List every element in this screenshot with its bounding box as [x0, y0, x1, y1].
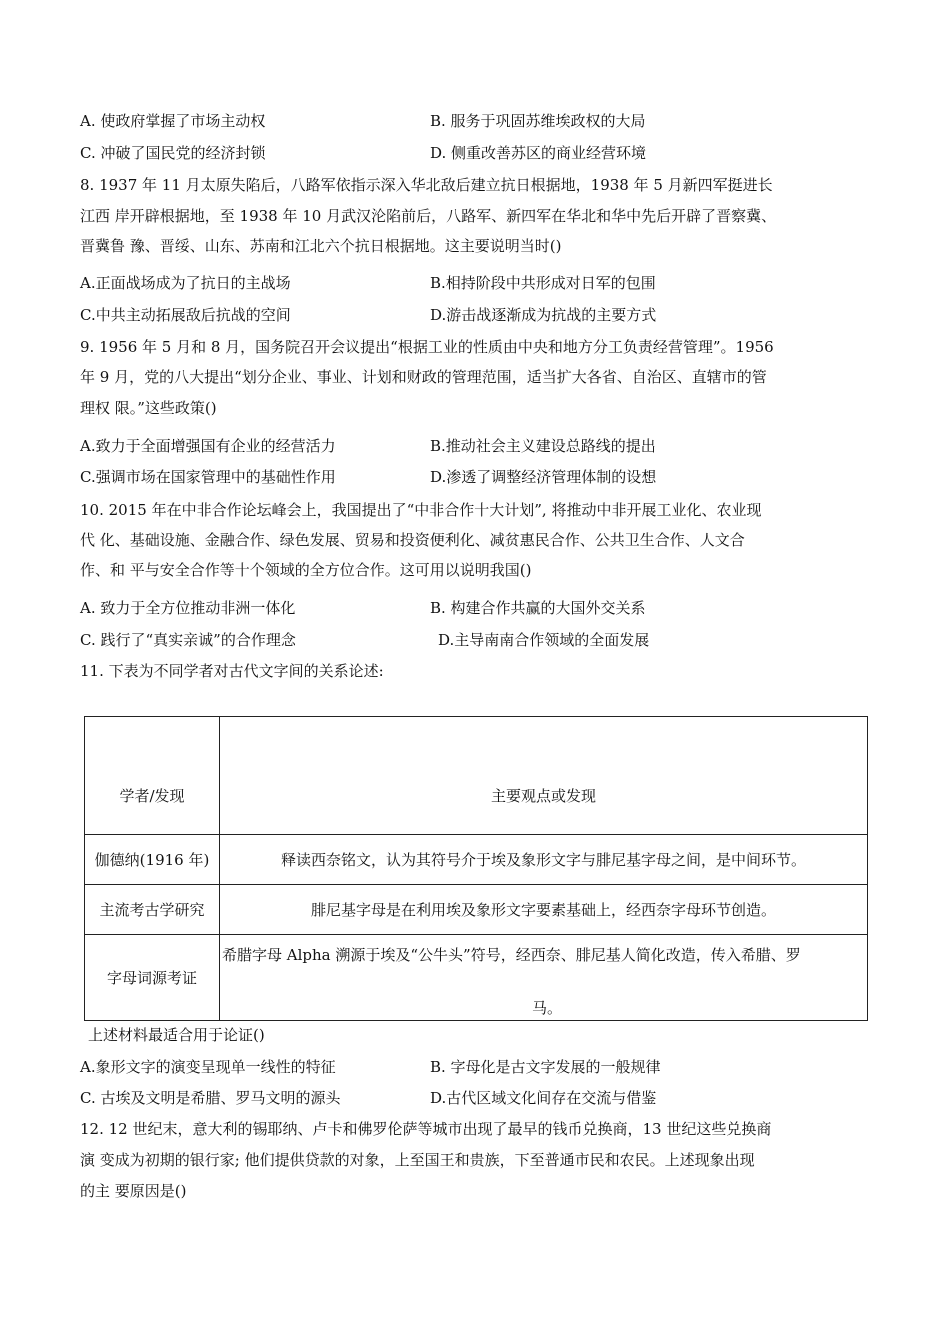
q10-stem-line-3: 作、和 平与安全合作等十个领域的全方位合作。这可用以说明我国() — [80, 561, 532, 579]
q10-option-b[interactable]: B. 构建合作共赢的大国外交关系 — [430, 599, 646, 617]
q12-stem-line-1: 12. 12 世纪末，意大利的锡耶纳、卢卡和佛罗伦萨等城市出现了最早的钱币兑换商，13 世纪这些兑换商 — [80, 1120, 772, 1138]
q10-option-a[interactable]: A. 致力于全方位推动非洲一体化 — [80, 599, 296, 617]
q8-option-b[interactable]: B.相持阶段中共形成对日军的包围 — [430, 274, 656, 292]
q11-question: 上述材料最适合用于论证() — [88, 1026, 265, 1044]
q9-option-b[interactable]: B.推动社会主义建设总路线的提出 — [430, 437, 656, 455]
q11-table — [84, 716, 868, 1021]
q11-option-d[interactable]: D.古代区域文化间存在交流与借鉴 — [430, 1089, 657, 1107]
table-row — [85, 935, 868, 1021]
table-row — [85, 885, 868, 935]
q8-stem-line-3: 晋冀鲁 豫、晋绥、山东、苏南和江北六个抗日根据地。这主要说明当时() — [80, 237, 562, 255]
table-header-cell: 学者/发现 — [85, 717, 220, 835]
q8-option-d[interactable]: D.游击战逐渐成为抗战的主要方式 — [430, 306, 657, 324]
q7-option-c[interactable]: C. 冲破了国民党的经济封锁 — [80, 144, 266, 162]
table-header-cell: 主要观点或发现 — [220, 717, 868, 835]
q12-stem-line-2: 演 变成为初期的银行家; 他们提供贷款的对象，上至国王和贵族，下至普通市民和农民。上述现象出现 — [80, 1151, 755, 1169]
q9-stem-line-3: 理权 限。”这些政策() — [80, 399, 217, 417]
q9-option-a[interactable]: A.致力于全面增强国有企业的经营活力 — [80, 437, 336, 455]
table-row — [85, 835, 868, 885]
q8-option-a[interactable]: A.正面战场成为了抗日的主战场 — [80, 274, 291, 292]
table-cell-text-line-2: 马。 — [532, 999, 563, 1017]
q7-option-a[interactable]: A. 使政府掌握了市场主动权 — [80, 112, 266, 130]
table-cell: 释读西奈铭文，认为其符号介于埃及象形文字与腓尼基字母之间，是中间环节。 — [220, 835, 868, 885]
q9-option-d[interactable]: D.渗透了调整经济管理体制的设想 — [430, 468, 657, 486]
q11-option-a[interactable]: A.象形文字的演变呈现单一线性的特征 — [80, 1058, 336, 1076]
q11-option-c[interactable]: C. 古埃及文明是希腊、罗马文明的源头 — [80, 1089, 341, 1107]
q9-stem-line-2: 年 9 月，党的八大提出“划分企业、事业、计划和财政的管理范围，适当扩大各省、自治区、直辖市的管 — [80, 368, 767, 386]
table-cell: 伽德纳(1916 年) — [85, 835, 220, 885]
q10-option-d[interactable]: D.主导南南合作领域的全面发展 — [438, 631, 650, 649]
q12-stem-line-3: 的主 要原因是() — [80, 1182, 187, 1200]
table-cell: 主流考古学研究 — [85, 885, 220, 935]
q8-stem-line-1: 8. 1937 年 11 月太原失陷后，八路军依指示深入华北敌后建立抗日根据地，1938 年 5 月新四军挺进长 — [80, 176, 773, 194]
q10-option-c[interactable]: C. 践行了“真实亲诚”的合作理念 — [80, 631, 296, 649]
q11-option-b[interactable]: B. 字母化是古文字发展的一般规律 — [430, 1058, 661, 1076]
q8-stem-line-2: 江西 岸开辟根据地，至 1938 年 10 月武汉沦陷前后，八路军、新四军在华北和华中先后开辟了晋察冀、 — [80, 207, 777, 225]
table-header-row — [85, 717, 868, 835]
q7-option-b[interactable]: B. 服务于巩固苏维埃政权的大局 — [430, 112, 646, 130]
table-cell: 腓尼基字母是在利用埃及象形文字要素基础上，经西奈字母环节创造。 — [220, 885, 868, 935]
q9-stem-line-1: 9. 1956 年 5 月和 8 月，国务院召开会议提出“根据工业的性质由中央和地方分工负责经营管理”。1956 — [80, 338, 774, 356]
q9-option-c[interactable]: C.强调市场在国家管理中的基础性作用 — [80, 468, 336, 486]
q7-option-d[interactable]: D. 侧重改善苏区的商业经营环境 — [430, 144, 647, 162]
q10-stem-line-2: 代 化、基础设施、金融合作、绿色发展、贸易和投资便利化、减贫惠民合作、公共卫生合作、人文合 — [80, 531, 745, 549]
table-cell-text-line-1: 希腊字母 Alpha 溯源于埃及“公牛头”符号，经西奈、腓尼基人简化改造，传入希腊、罗 — [222, 946, 801, 964]
table-cell: 字母词源考证 — [85, 935, 220, 1021]
table-cell — [220, 935, 868, 1021]
q10-stem-line-1: 10. 2015 年在中非合作论坛峰会上，我国提出了“中非合作十大计划”, 将推动中非开展工业化、农业现 — [80, 501, 762, 519]
q11-stem: 11. 下表为不同学者对古代文字间的关系论述: — [80, 662, 384, 680]
q8-option-c[interactable]: C.中共主动拓展敌后抗战的空间 — [80, 306, 291, 324]
